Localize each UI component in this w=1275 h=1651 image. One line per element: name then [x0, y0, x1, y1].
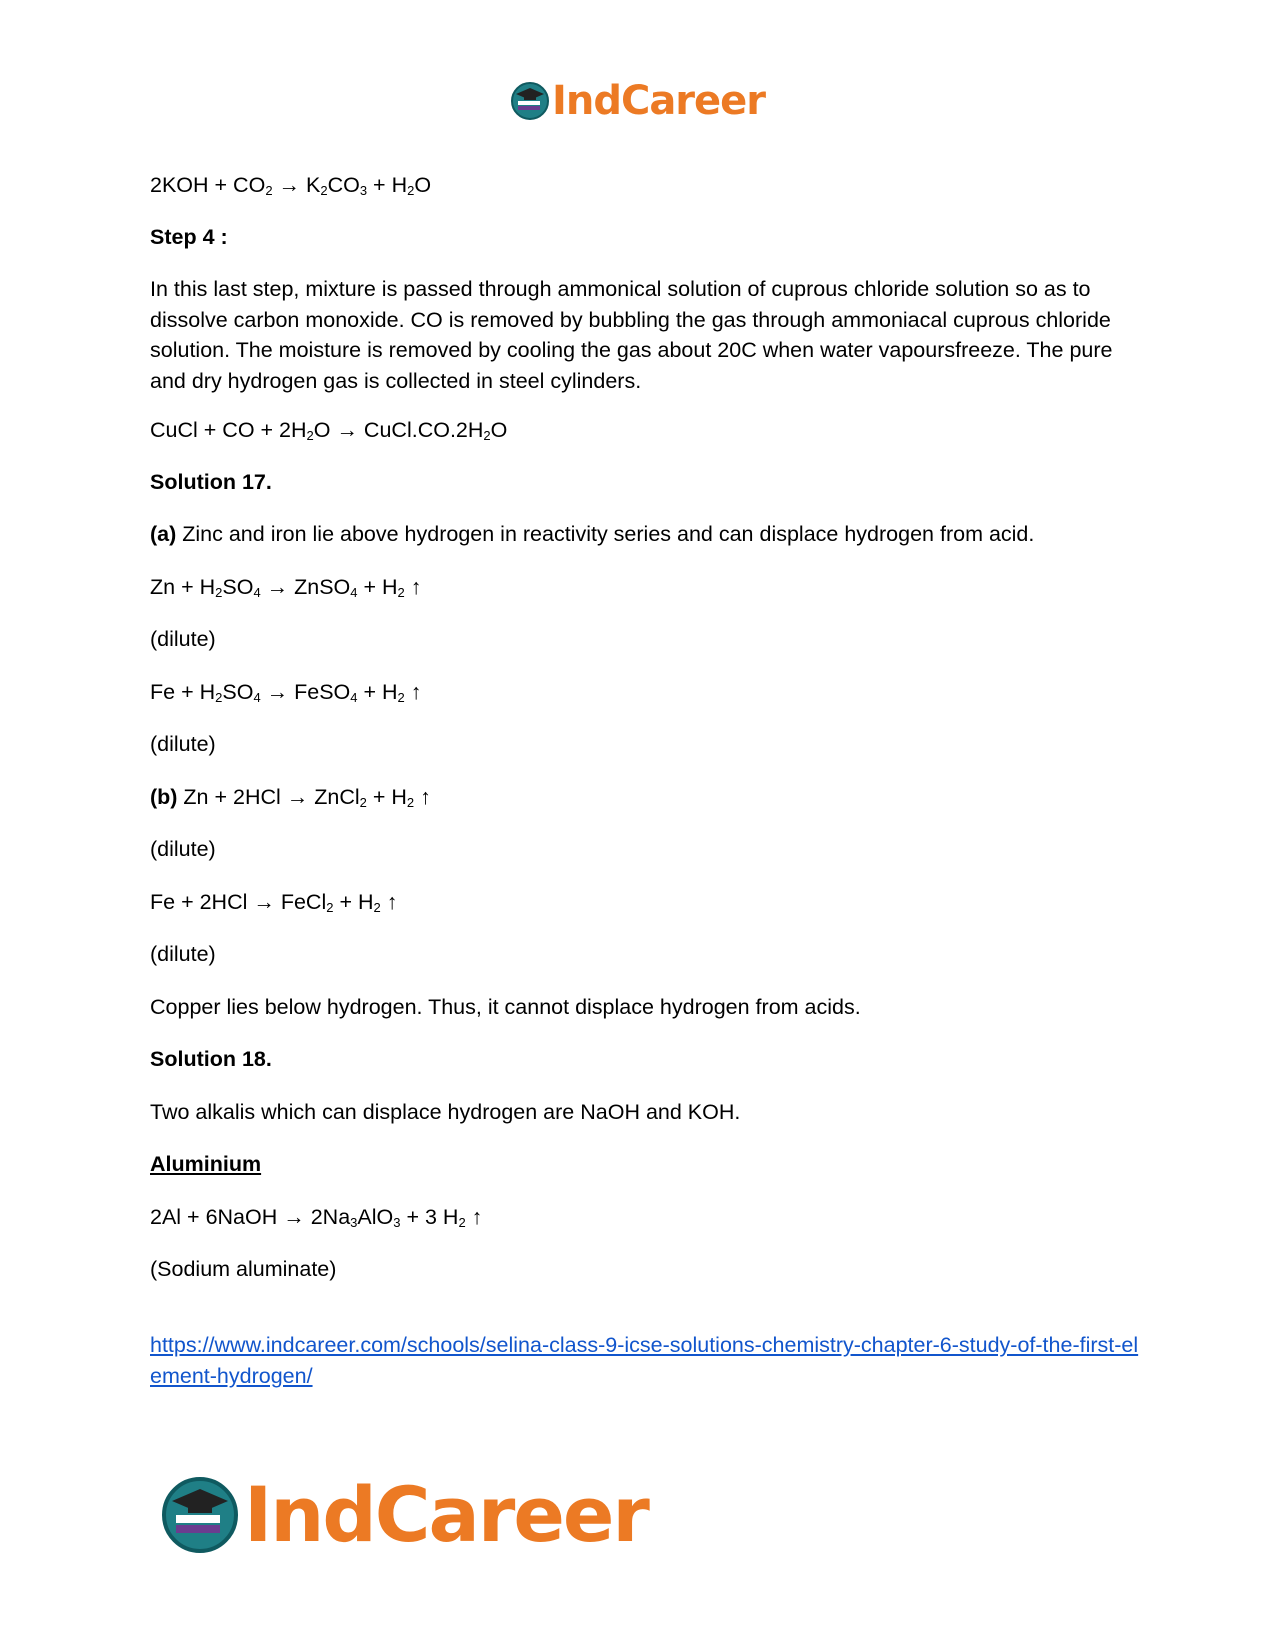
equation-koh-co2: $2KOH + CO_2 \to K_2CO_3 + H_2O$ — [150, 173, 432, 198]
header-logo — [0, 78, 1275, 124]
equation-zn-h2so4: $Zn + H_2SO_4$ → ZnSO$_4$ + $H_2$ ↑ — [150, 575, 422, 600]
logo-text: IndCareer — [551, 78, 766, 124]
dilute-note: (dilute) — [150, 732, 216, 756]
step4-heading: Step 4 : — [150, 225, 228, 249]
dilute-note: (dilute) — [150, 837, 216, 861]
dilute-note: (dilute) — [150, 627, 216, 651]
solution18-heading: Solution 18. — [150, 1047, 272, 1071]
equation-zn-hcl: (b) Zn + 2HCl → ZnCl$_2$ + $H_2$ ↑ — [150, 785, 431, 810]
aluminium-heading: Aluminium — [150, 1152, 262, 1176]
copper-statement: Copper lies below hydrogen. Thus, it cannot displace hydrogen from acids. — [150, 995, 861, 1019]
equation-fe-h2so4: $Fe + H_2SO_4$ → FeSO$_4$ + $H_2$ ↑ — [150, 680, 422, 705]
dilute-note: (dilute) — [150, 942, 216, 966]
solution17-heading: Solution 17. — [150, 470, 272, 494]
equation-fe-hcl: Fe + 2HCl → FeCl$_2$ + $H_2$ ↑ — [150, 890, 398, 915]
step4-paragraph: In this last step, mixture is passed through ammonical solution of cuprous chloride solution so as to dissolve carbon monoxide. CO is removed by bubbling the gas through ammoniacal cuprous chloride solution. The moisture is removed by cooling the gas about 20C when water vapoursfreeze. The pure and dry hydrogen gas is collected in steel cylinders. — [150, 277, 1113, 393]
footer-logo — [160, 1470, 648, 1559]
graduation-globe-icon — [160, 1475, 240, 1555]
graduation-globe-icon — [510, 81, 550, 121]
solution18-text: Two alkalis which can displace hydrogen are NaOH and KOH. — [150, 1100, 741, 1124]
equation-al-naoh: 2Al + 6NaOH → $2Na_3AlO_3 + 3$ $H_2$ ↑ — [150, 1205, 483, 1230]
logo-text: IndCareer — [244, 1470, 648, 1559]
solution17-part-a: (a) Zinc and iron lie above hydrogen in reactivity series and can displace hydrogen from acid. — [150, 522, 1035, 546]
source-link[interactable]: https://www.indcareer.com/schools/selina-class-9-icse-solutions-chemistry-chapter-6-study-of-the-first-element-hydrogen/ — [150, 1333, 1139, 1388]
sodium-aluminate-note: (Sodium aluminate) — [150, 1257, 337, 1281]
equation-cucl-co: CuCl + CO + $2H_2O$ → $CuCl.CO.2H_2O$ — [150, 418, 508, 443]
